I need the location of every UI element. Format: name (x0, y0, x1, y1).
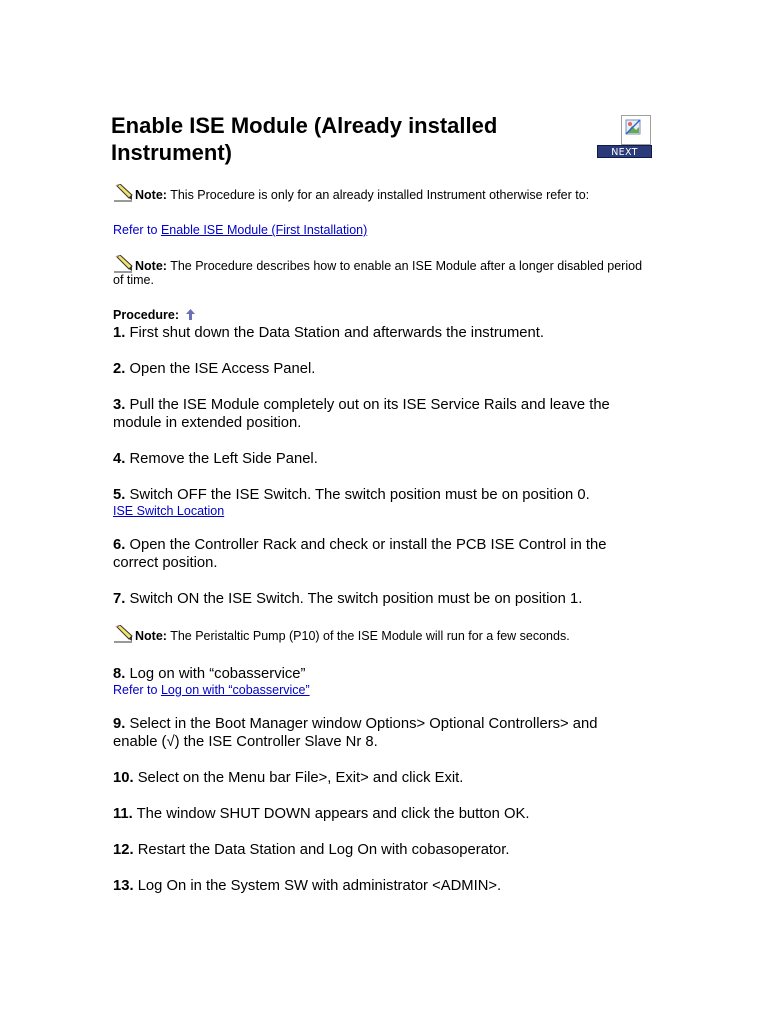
pencil-icon (113, 625, 133, 643)
procedure-heading: Procedure: (113, 308, 658, 324)
enable-ise-first-install-link[interactable]: Enable ISE Module (First Installation) (160, 223, 368, 237)
document-page (111, 112, 656, 894)
ise-switch-location-link[interactable]: ISE Switch Location (113, 504, 225, 518)
broken-image-icon (621, 115, 651, 145)
step-12: 12. Restart the Data Station and Log On with cobasoperator. (113, 842, 510, 858)
next-page-label: NEXT PAGE (597, 145, 652, 158)
step-5: 5. Switch OFF the ISE Switch. The switch position must be on position 0. ISE Switch Location (113, 487, 590, 518)
step-10: 10. Select on the Menu bar File>, Exit> and click Exit. (113, 770, 464, 786)
step-11: 11. The window SHUT DOWN appears and click the button OK. (113, 806, 530, 822)
next-page-button[interactable] (597, 115, 652, 171)
note-3: Note: The Peristaltic Pump (P10) of the ISE Module will run for a few seconds. (113, 625, 658, 643)
note-1: Note: This Procedure is only for an already installed Instrument otherwise refer to: (113, 184, 658, 202)
step-3: 3. Pull the ISE Module completely out on its ISE Service Rails and leave the module in extended position. (113, 397, 610, 431)
pencil-icon (113, 255, 133, 273)
step-7: 7. Switch ON the ISE Switch. The switch position must be on position 1. (113, 591, 583, 607)
step-6: 6. Open the Controller Rack and check or install the PCB ISE Control in the correct position. (113, 537, 607, 571)
step-8: 8. Log on with “cobasservice” Refer to Log on with “cobasservice” (113, 666, 310, 697)
up-arrow-icon[interactable] (186, 309, 195, 324)
step-4: 4. Remove the Left Side Panel. (113, 451, 318, 467)
page-title: Enable ISE Module (Already installed Instrument) (111, 113, 498, 165)
note-2: Note: The Procedure describes how to enable an ISE Module after a longer disabled period of time. (113, 255, 653, 287)
pencil-icon (113, 184, 133, 202)
log-on-cobasservice-link[interactable]: Log on with “cobasservice” (160, 683, 310, 697)
step-2: 2. Open the ISE Access Panel. (113, 361, 316, 377)
step-13: 13. Log On in the System SW with administrator <ADMIN>. (113, 878, 502, 894)
refer-1: Refer to Enable ISE Module (First Installation) (113, 223, 368, 237)
step-9: 9. Select in the Boot Manager window Options> Optional Controllers> and enable (√) the ISE Controller Slave Nr 8. (113, 716, 598, 750)
step-1: 1. First shut down the Data Station and afterwards the instrument. (113, 325, 544, 341)
